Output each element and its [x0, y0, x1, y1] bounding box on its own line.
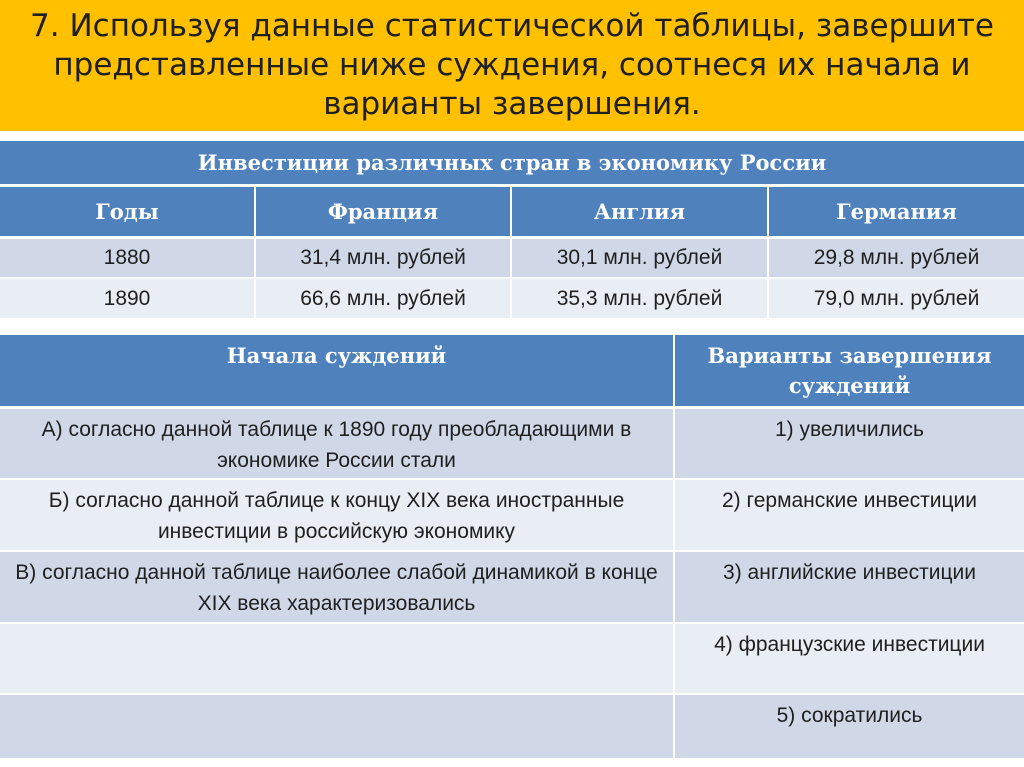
germany-value-cell: 79,0 млн. рублей — [768, 278, 1024, 319]
table-row — [0, 479, 1024, 551]
england-value-cell: 35,3 млн. рублей — [511, 278, 768, 319]
year-cell: 1890 — [0, 278, 255, 319]
investments-table-caption: Инвестиции различных стран в экономику России — [0, 141, 1024, 185]
header-france: Франция — [255, 185, 511, 237]
germany-value-cell: 29,8 млн. рублей — [768, 237, 1024, 278]
table-row — [0, 407, 1024, 479]
task-title: 7. Используя данные статистической таблицы, завершите представленные ниже суждения, соотнеся их начала и варианты завершения. — [30, 8, 994, 122]
header-england: Англия — [511, 185, 768, 237]
table-row — [0, 551, 1024, 623]
judgments-table — [0, 335, 1024, 760]
header-years: Годы — [0, 185, 255, 237]
completion-option-4: 4) французские инвестиции — [674, 623, 1024, 694]
header-judgment-starts: Начала суждений — [0, 335, 674, 407]
table-row — [0, 278, 1024, 319]
judgment-start-empty — [0, 623, 674, 694]
completion-option-5: 5) сократились — [674, 694, 1024, 759]
header-completion-options: Варианты завершения суждений — [674, 335, 1024, 407]
judgment-start-b: Б) согласно данной таблице к концу XIX века иностранные инвестиции в российскую экономику — [0, 479, 674, 551]
completion-option-1: 1) увеличились — [674, 407, 1024, 479]
table-row — [0, 694, 1024, 759]
judgment-start-c: В) согласно данной таблице наиболее слабой динамикой в конце XIX века характеризовались — [0, 551, 674, 623]
completion-option-3: 3) английские инвестиции — [674, 551, 1024, 623]
completion-option-2: 2) германские инвестиции — [674, 479, 1024, 551]
table-row — [0, 237, 1024, 278]
judgment-start-empty — [0, 694, 674, 759]
investments-table — [0, 141, 1024, 320]
year-cell: 1880 — [0, 237, 255, 278]
france-value-cell: 66,6 млн. рублей — [255, 278, 511, 319]
header-germany: Германия — [768, 185, 1024, 237]
task-banner — [0, 0, 1024, 134]
france-value-cell: 31,4 млн. рублей — [255, 237, 511, 278]
england-value-cell: 30,1 млн. рублей — [511, 237, 768, 278]
judgment-start-a: А) согласно данной таблице к 1890 году преобладающими в экономике России стали — [0, 407, 674, 479]
table-row — [0, 623, 1024, 694]
